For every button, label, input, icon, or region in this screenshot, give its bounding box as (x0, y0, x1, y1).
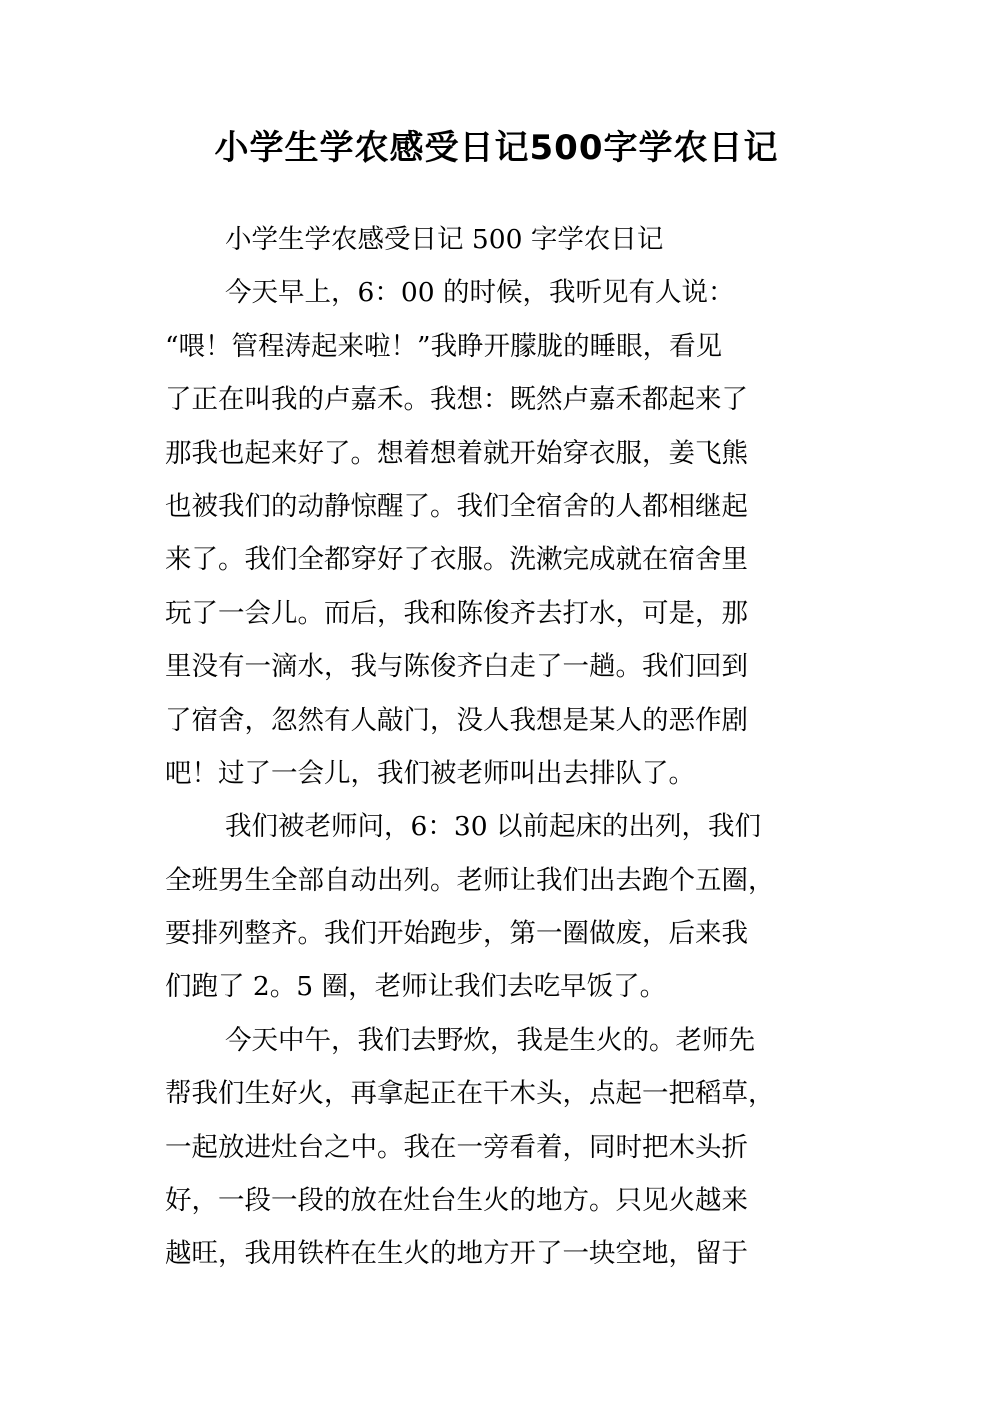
body-line: 小学生学农感受日记 500 字学农日记 (225, 224, 664, 255)
body-line: 们跑了 2。5 圈，老师让我们去吃早饭了。 (165, 971, 667, 1003)
body-line: 要排列整齐。我们开始跑步，第一圈做废，后来我 (165, 918, 748, 950)
body-line: 今天中午，我们去野炊，我是生火的。老师先 (225, 1024, 755, 1056)
body-line: 也被我们的动静惊醒了。我们全宿舍的人都相继起 (165, 490, 748, 522)
body-line: “喂！管程涛起来啦！”我睁开朦胧的睡眼，看见 (165, 330, 723, 362)
body-line: 那我也起来好了。想着想着就开始穿衣服，姜飞熊 (165, 437, 748, 469)
body-line: 越旺，我用铁杵在生火的地方开了一块空地，留于 (165, 1238, 748, 1270)
body-line: 今天早上，6：00 的时候，我听见有人说： (225, 277, 735, 309)
body-line: 了正在叫我的卢嘉禾。我想：既然卢嘉禾都起来了 (165, 384, 748, 416)
body-line: 吧！过了一会儿，我们被老师叫出去排队了。 (165, 757, 695, 789)
body-line: 我们被老师问，6：30 以前起床的出列，我们 (225, 811, 762, 843)
body-line: 玩了一会儿。而后，我和陈俊齐去打水，可是，那 (165, 597, 748, 629)
body-line: 全班男生全部自动出列。老师让我们出去跑个五圈， (165, 864, 775, 896)
document-title: 小学生学农感受日记500字学农日记 (214, 128, 779, 168)
body-line: 了宿舍，忽然有人敲门，没人我想是某人的恶作剧 (165, 704, 748, 736)
body-line: 帮我们生好火，再拿起正在干木头，点起一把稻草， (165, 1078, 775, 1110)
body-line: 好，一段一段的放在灶台生火的地方。只见火越来 (165, 1185, 748, 1217)
body-line: 里没有一滴水，我与陈俊齐白走了一趟。我们回到 (165, 651, 748, 683)
document-body (165, 213, 837, 1281)
body-line: 来了。我们全都穿好了衣服。洗漱完成就在宿舍里 (165, 544, 748, 576)
body-line: 一起放进灶台之中。我在一旁看着，同时把木头折 (165, 1131, 748, 1163)
